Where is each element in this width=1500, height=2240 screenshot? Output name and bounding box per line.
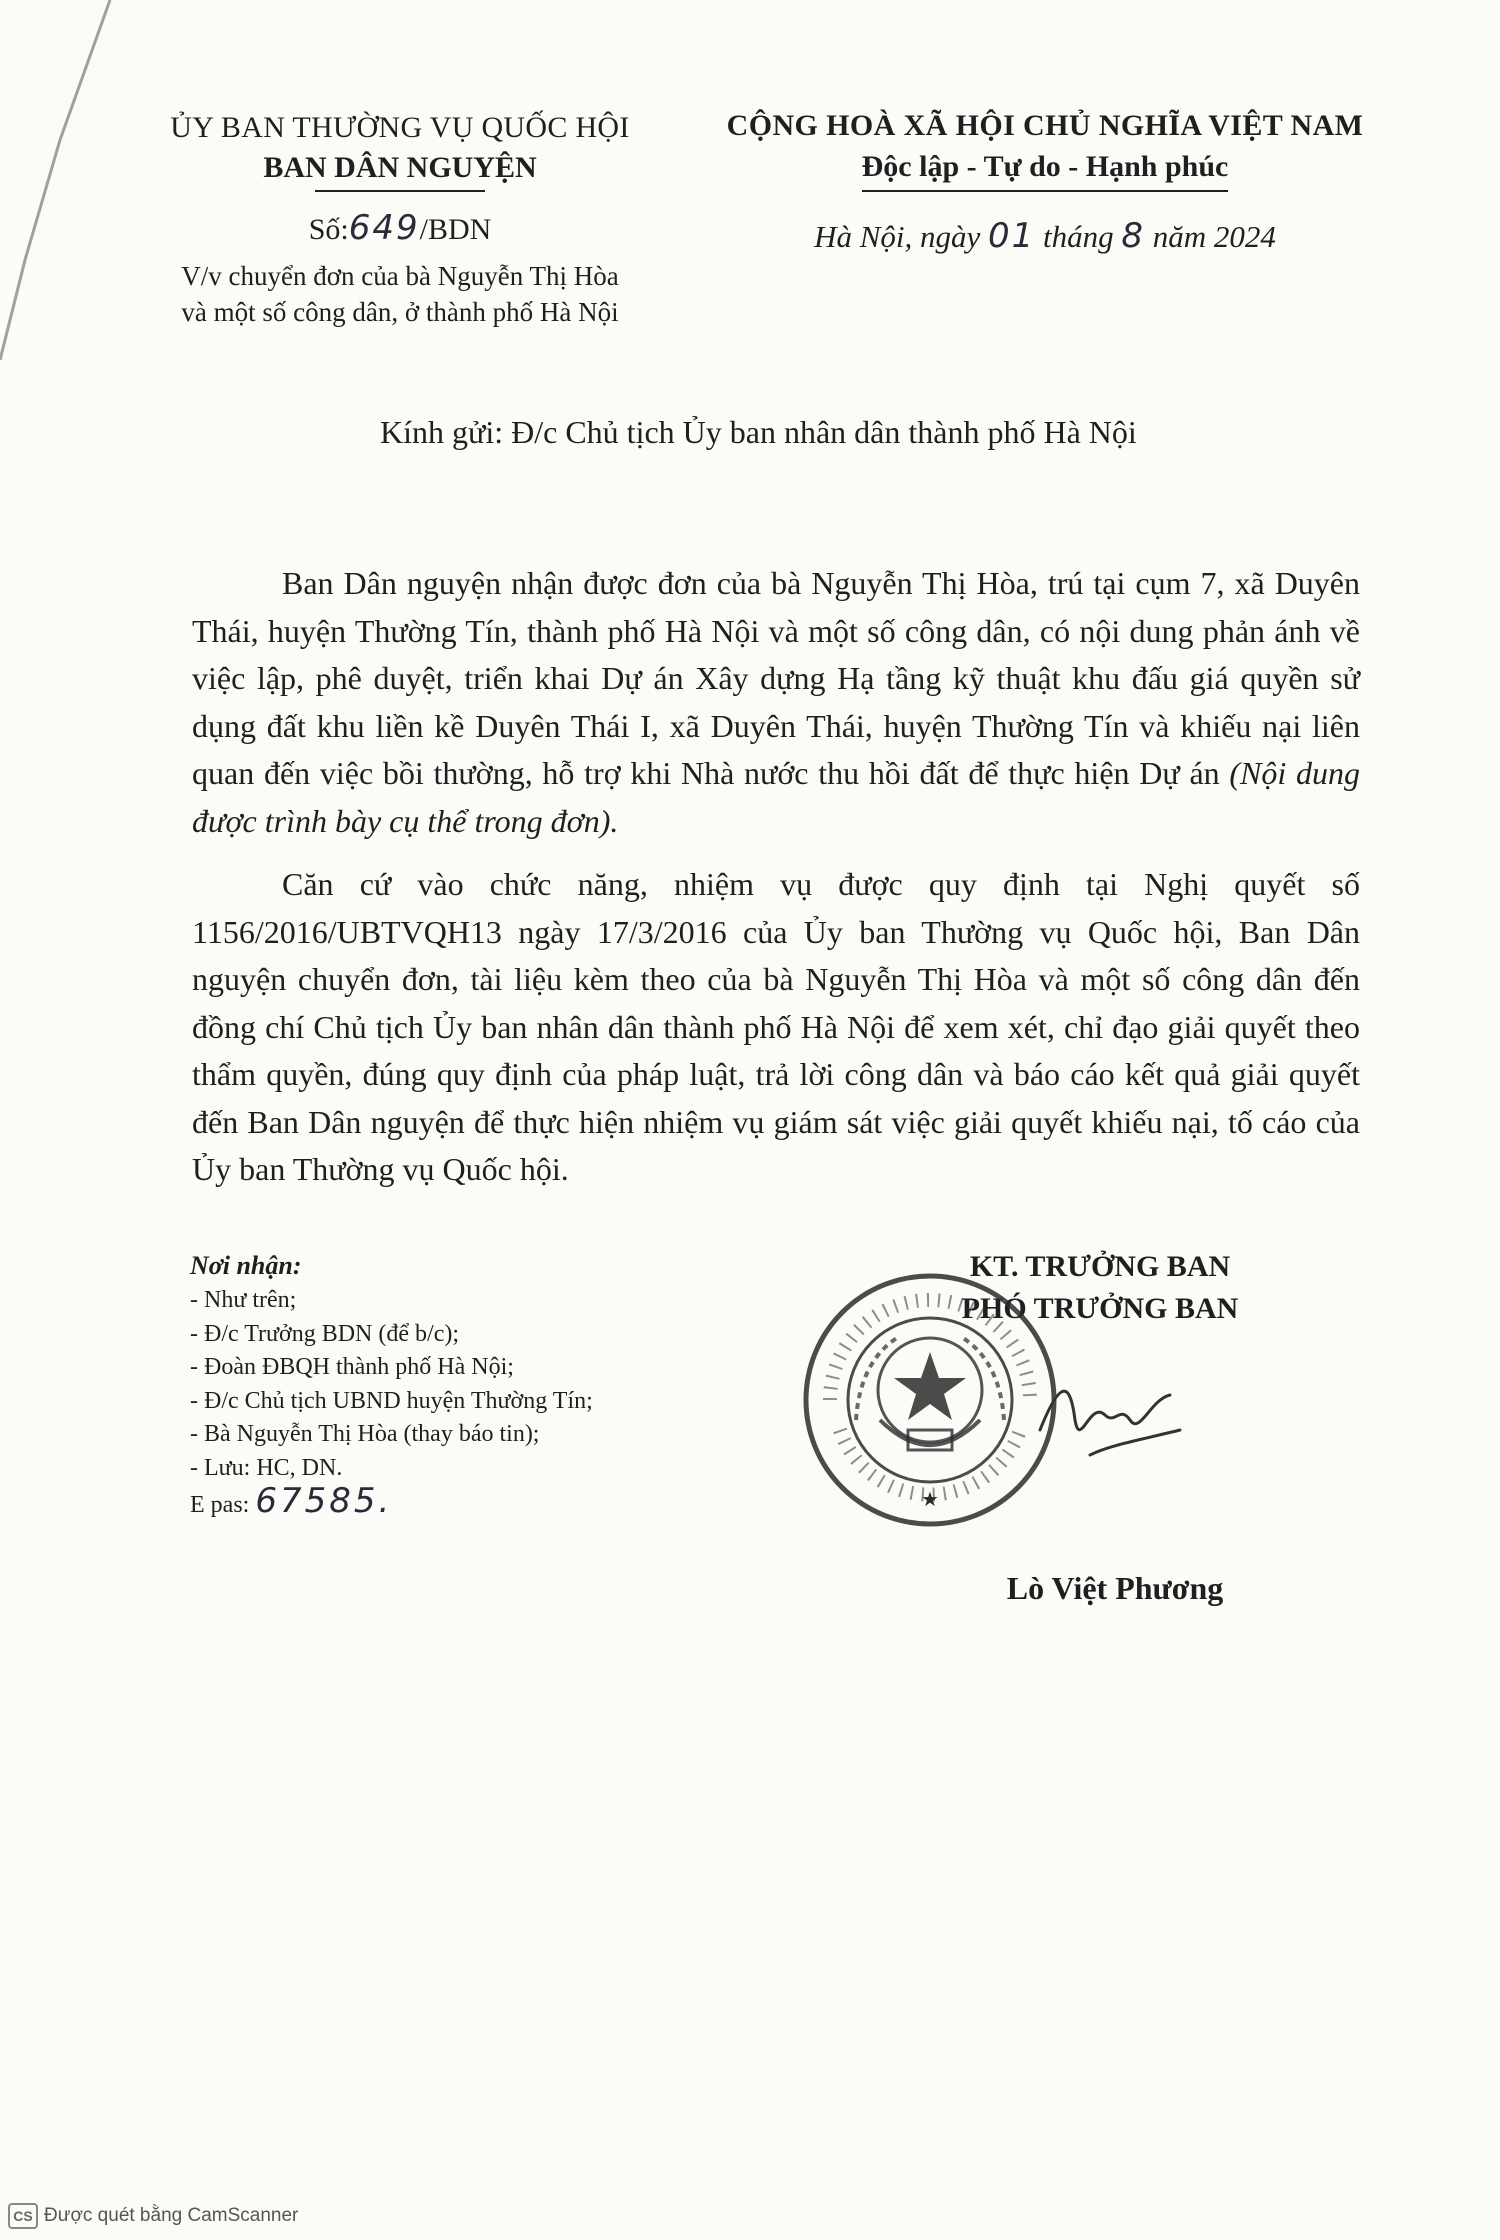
month-label: tháng bbox=[1043, 219, 1114, 254]
addressee: Kính gửi: Đ/c Chủ tịch Ủy ban nhân dân thành phố Hà Nội bbox=[380, 414, 1137, 450]
svg-text:★: ★ bbox=[921, 1487, 939, 1511]
issuing-authority bbox=[120, 108, 680, 192]
letter-body bbox=[192, 560, 1360, 1194]
recipient-item: - Lưu: HC, DN. bbox=[190, 1454, 343, 1481]
body-paragraph-2: Căn cứ vào chức năng, nhiệm vụ được quy định tại Nghị quyết số 1156/2016/UBTVQH13 ngày 17/3/2016 của Ủy ban Thường vụ Quốc hội, Ban Dân nguyện chuyển đơn, tài liệu kèm theo của bà Nguyễn Thị Hòa và một số công dân đến đồng chí Chủ tịch Ủy ban nhân dân thành phố Hà Nội để xem xét, chỉ đạo giải quyết theo thẩm quyền, đúng quy định của pháp luật, trả lời công dân và báo cáo kết quả giải quyết đến Ban Dân nguyện để thực hiện nhiệm vụ giám sát việc giải quyết khiếu nại, tố cáo của Ủy ban Thường vụ Quốc hội. bbox=[192, 866, 1360, 1187]
official-seal bbox=[800, 1270, 1060, 1530]
handwritten-signature bbox=[1030, 1360, 1190, 1470]
body-paragraph-1 bbox=[192, 560, 1360, 845]
scan-edge-mark bbox=[0, 0, 150, 400]
scanner-footer-text: Được quét bằng CamScanner bbox=[44, 2205, 299, 2227]
epass-label: E pas: bbox=[190, 1492, 250, 1518]
year: năm 2024 bbox=[1152, 219, 1276, 254]
scanner-footer bbox=[8, 2203, 298, 2229]
national-motto: Độc lập - Tự do - Hạnh phúc bbox=[862, 146, 1229, 192]
epass-handwritten: 67585. bbox=[255, 1481, 393, 1521]
doc-number-suffix: /BDN bbox=[419, 213, 492, 246]
doc-number-handwritten: 649 bbox=[348, 208, 420, 248]
recipients-list bbox=[190, 1248, 750, 1523]
camscanner-logo-icon: CS bbox=[8, 2203, 38, 2229]
signer-title-2: PHÓ TRƯỞNG BAN bbox=[961, 1292, 1239, 1325]
signer-title-1: KT. TRƯỞNG BAN bbox=[969, 1250, 1231, 1283]
para1-text: Ban Dân nguyện nhận được đơn của bà Nguyễn Thị Hòa, trú tại cụm 7, xã Duyên Thái, huyện Thường Tín, thành phố Hà Nội và một số công dân, có nội dung phản ánh về việc lập, phê duyệt, triển khai Dự án Xây dựng Hạ tầng kỹ thuật khu đấu giá quyền sử dụng đất khu liền kề Duyên Thái I, xã Duyên Thái, huyện Thường Tín và khiếu nại liên quan đến việc bồi thường, hỗ trợ khi Nhà nước thu hồi đất để thực hiện Dự án bbox=[192, 565, 1360, 791]
recipient-item: - Như trên; bbox=[190, 1287, 297, 1313]
org-underline bbox=[315, 190, 485, 192]
country-name: CỘNG HOÀ XÃ HỘI CHỦ NGHĨA VIỆT NAM bbox=[726, 109, 1364, 142]
subject-line-2: và một số công dân, ở thành phố Hà Nội bbox=[181, 297, 619, 327]
place-and-date bbox=[700, 216, 1390, 257]
recipient-item: - Bà Nguyễn Thị Hòa (thay báo tin); bbox=[190, 1421, 540, 1447]
recipient-item: - Đoàn ĐBQH thành phố Hà Nội; bbox=[190, 1354, 514, 1380]
document-subject bbox=[120, 258, 680, 330]
place: Hà Nội, ngày bbox=[814, 219, 981, 254]
doc-number-prefix: Số: bbox=[308, 213, 349, 246]
subject-line-1: V/v chuyển đơn của bà Nguyễn Thị Hòa bbox=[181, 261, 619, 291]
recipient-item: - Đ/c Trưởng BDN (để b/c); bbox=[190, 1320, 460, 1347]
signer-name: Lò Việt Phương bbox=[1006, 1570, 1224, 1606]
document-number bbox=[120, 208, 680, 250]
recipient-item: - Đ/c Chủ tịch UBND huyện Thường Tín; bbox=[190, 1387, 593, 1414]
month-handwritten: 8 bbox=[1121, 216, 1146, 256]
day-handwritten: 01 bbox=[988, 216, 1036, 256]
para1-italic: (Nội dung được trình bày cụ thể trong đơn). bbox=[192, 755, 1360, 839]
parent-org: ỦY BAN THƯỜNG VỤ QUỐC HỘI bbox=[170, 111, 630, 144]
issuing-org: BAN DÂN NGUYỆN bbox=[263, 151, 537, 184]
epass-row bbox=[190, 1481, 750, 1523]
recipients-title: Nơi nhận: bbox=[190, 1251, 302, 1280]
national-title bbox=[700, 106, 1390, 192]
